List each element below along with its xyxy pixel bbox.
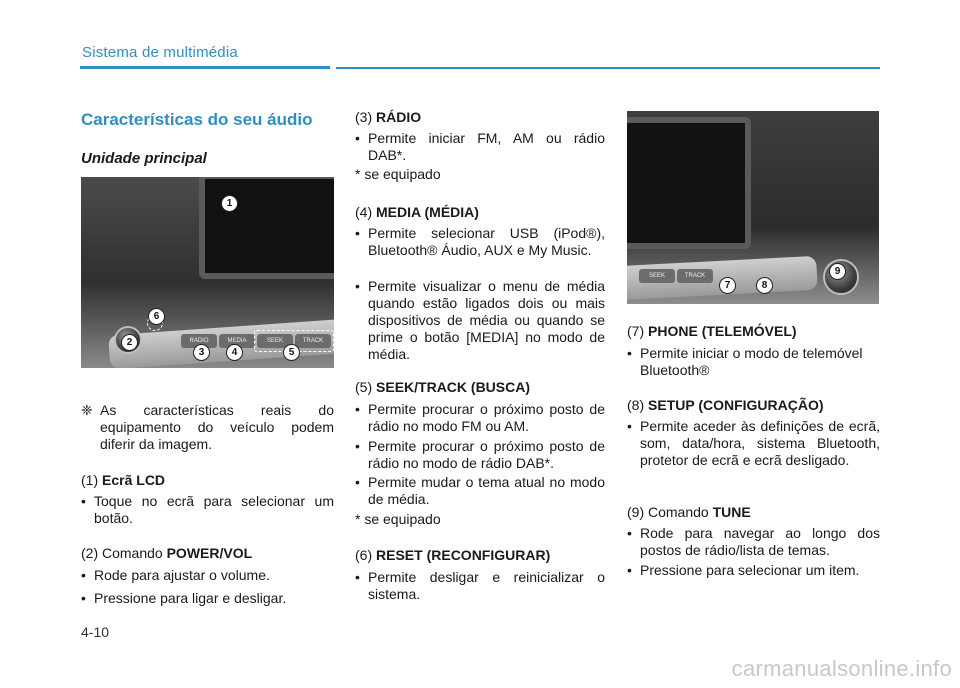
footnote: * se equipado — [355, 166, 441, 182]
header-rule — [336, 67, 880, 69]
disclaimer-note — [81, 402, 334, 453]
media-button: MEDIA — [219, 334, 255, 348]
item-number: (4) — [355, 204, 373, 220]
item-9-heading — [627, 504, 880, 521]
item-3-heading — [355, 109, 605, 126]
callout-5: 5 — [283, 344, 300, 361]
item-title: RÁDIO — [376, 109, 422, 125]
item-number: (6) — [355, 547, 373, 563]
callout-8: 8 — [756, 277, 773, 294]
callout-4: 4 — [226, 344, 243, 361]
callout-6: 6 — [148, 308, 165, 325]
item-title: MEDIA (MÉDIA) — [376, 204, 479, 220]
item-7-heading — [627, 323, 880, 340]
list-item: • Rode para navegar ao longo dos postos de rádio/lista de temas. — [627, 525, 880, 558]
seek-button-right: SEEK — [639, 269, 675, 283]
page-number: 4-10 — [81, 624, 110, 640]
item-title: PHONE (TELEMÓVEL) — [648, 323, 797, 339]
list-item: • Permite selecionar USB (iPod®), Bluetooth® Áudio, AUX e My Music. — [355, 225, 605, 258]
head-unit-right-photo — [627, 111, 879, 304]
callout-2: 2 — [121, 334, 138, 351]
list-item: • Permite procurar o próximo posto de rádio no modo FM ou AM. — [355, 401, 605, 434]
callout-9: 9 — [829, 263, 846, 280]
item-title: POWER/VOL — [166, 545, 253, 561]
track-button-right: TRACK — [677, 269, 713, 283]
item-8-heading — [627, 397, 880, 414]
track-button: TRACK — [295, 334, 331, 348]
list-item: • Permite desligar e reinicializar o sistema. — [355, 569, 605, 602]
callout-3: 3 — [193, 344, 210, 361]
callout-1: 1 — [221, 195, 238, 212]
list-item: • Permite iniciar FM, AM ou rádio DAB*. — [355, 130, 605, 163]
list-item: • Permite aceder às definições de ecrã, som, data/hora, sistema Bluetooth, protetor de ecrã e ecrã desligado. — [627, 418, 880, 468]
item-number: (8) — [627, 397, 645, 413]
watermark: carmanualsonline.info — [731, 656, 952, 681]
list-item: • Pressione para selecionar um item. — [627, 562, 860, 578]
item-title: Ecrã LCD — [102, 472, 166, 488]
lcd-screen — [199, 177, 334, 279]
item-number: (1) — [81, 472, 99, 488]
page-title: Características do seu áudio — [81, 110, 313, 129]
item-number: (5) — [355, 379, 373, 395]
header-rule-accent — [80, 66, 330, 69]
item-number: (3) — [355, 109, 373, 125]
item-number: (9) Comando — [627, 504, 709, 520]
list-item: • Permite visualizar o menu de média quando estão ligados dois ou mais dispositivos de média ou quando se prime o botão [MEDIA] no modo de média. — [355, 278, 605, 362]
note-text: As características reais do equipamento do veículo podem diferir da imagem. — [100, 402, 334, 452]
seek-button: SEEK — [257, 334, 293, 348]
head-unit-photo — [81, 177, 334, 368]
item-2-heading — [81, 545, 334, 562]
item-number: (2) Comando — [81, 545, 163, 561]
list-item: • Pressione para ligar e desligar. — [81, 590, 287, 606]
item-6-heading — [355, 547, 605, 564]
section-header: Sistema de multimédia — [82, 44, 238, 61]
item-1-heading — [81, 472, 334, 489]
item-5-heading — [355, 379, 605, 396]
callout-7: 7 — [719, 277, 736, 294]
item-title: SEEK/TRACK (BUSCA) — [376, 379, 531, 395]
item-4-heading — [355, 204, 605, 221]
radio-button: RADIO — [181, 334, 217, 348]
list-item: • Permite iniciar o modo de telemóvel Bluetooth® — [627, 345, 863, 378]
item-title: RESET (RECONFIGURAR) — [376, 547, 551, 563]
note-symbol: ❈ — [81, 402, 93, 418]
list-item: • Permite procurar o próximo posto de rádio no modo de rádio DAB*. — [355, 438, 605, 471]
item-title: TUNE — [712, 504, 751, 520]
footnote: * se equipado — [355, 511, 441, 527]
list-item: • Permite mudar o tema atual no modo de média. — [355, 474, 605, 507]
item-title: SETUP (CONFIGURAÇÃO) — [648, 397, 824, 413]
item-number: (7) — [627, 323, 645, 339]
list-item: • Rode para ajustar o volume. — [81, 567, 270, 583]
list-item: • Toque no ecrã para selecionar um botão. — [81, 493, 334, 526]
subsection-title: Unidade principal — [81, 150, 207, 167]
lcd-screen-right — [627, 117, 751, 249]
